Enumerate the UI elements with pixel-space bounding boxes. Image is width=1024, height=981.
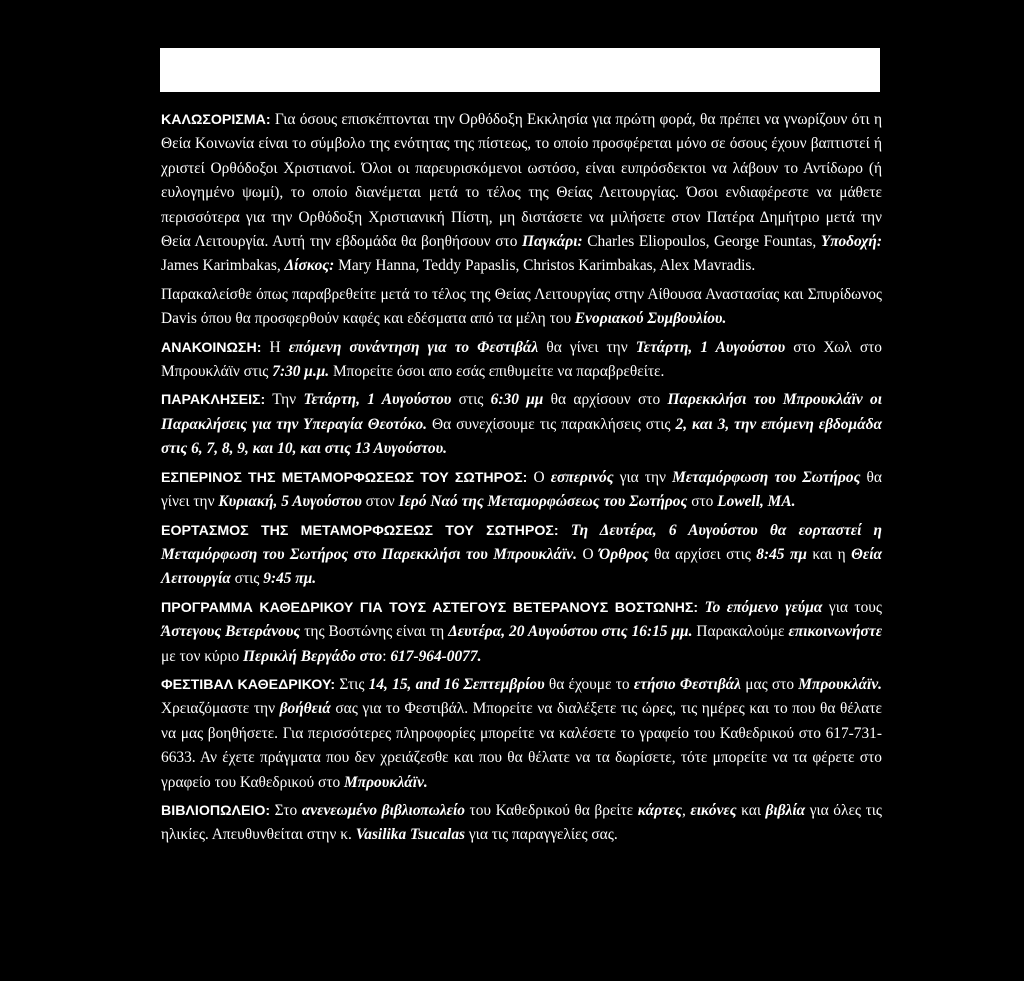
body-text: και η [806,545,852,563]
emphasis-text: Μπρουκλάϊν. [798,675,882,693]
emphasis-text: Παγκάρι: [522,233,583,251]
body-text: στο Χωλ στο Μπρουκλάϊν στις [161,338,882,381]
body-text: σας για το Φεστιβάλ. Μπορείτε να διαλέξετε τις ώρες, τις ημέρες και το που θα θέλατε να μας βοηθήσετε. Για περισσότερες πληροφορίες μπορείτε να καλέσετε το γραφείο του Καθεδρικού στο 617-731-6633. Αν έχετε πράγματα που δεν χρειάζεσθε και που θα θέλατε να τα δωρίσετε, τότε μπορείτε να τα φέρετε στο γραφείο του Καθεδρικού στο [161,700,882,791]
announcement-paragraph [161,108,882,279]
body-text: στις [451,391,491,409]
body-text: Χρειαζόμαστε την [161,700,280,718]
emphasis-text: Όρθρος [599,545,649,563]
section-heading: ΒΙΒΛΙΟΠΩΛΕΙΟ: [161,802,271,819]
body-text: Παρακαλούμε [692,623,789,641]
emphasis-text: 9:45 πμ. [263,570,317,588]
emphasis-text: Δευτέρα, 20 Αυγούστου στις 16:15 μμ. [448,623,693,641]
body-text: Παρακαλείσθε όπως παραβρεθείτε μετά το τέλος της Θείας Λειτουργίας στην Αίθουσα Αναστασίας και Σπυρίδωνος Davis όπου θα προσφερθούν καφές και εδέσματα από τα μέλη του [161,285,882,328]
emphasis-text: Lowell, MA. [717,493,796,511]
body-text: μας στο [741,675,799,693]
section-heading: ΠΡΟΓΡΑΜΜΑ ΚΑΘΕΔΡΙΚΟΥ ΓΙΑ ΤΟΥΣ ΑΣΤΕΓΟΥΣ ΒΕΤΕΡΑΝΟΥΣ ΒΟΣΤΩΝΗΣ: [161,599,699,616]
emphasis-text: εικόνες [690,801,737,819]
emphasis-text: Περικλή Βεργάδο στο [243,647,383,665]
section-heading: ΑΝΑΚΟΙΝΩΣΗ: [161,339,262,356]
emphasis-text: επικοινωνήστε [788,623,883,641]
announcement-paragraph [161,283,882,332]
emphasis-text: 7:30 μ.μ. [272,363,330,381]
body-text: θα γίνει την [538,338,636,356]
announcement-paragraph [161,799,882,848]
body-text: : [382,647,391,665]
body-text: Η [261,338,289,356]
bulletin-body [161,108,882,852]
body-text: του Καθεδρικού θα βρείτε [464,801,638,819]
emphasis-text: 8:45 πμ [756,545,807,563]
emphasis-text: βιβλία [765,801,806,819]
body-text: Στο [270,801,302,819]
emphasis-text: 6:30 μμ [490,391,544,409]
emphasis-text: 14, 15, and 16 Σεπτεμβρίου [368,675,545,693]
emphasis-text: Vasilika Tsucalas [355,826,466,844]
body-text: Ο [577,545,600,563]
emphasis-text: ανενεωμένο βιβλιοπωλείο [301,801,465,819]
body-text: Mary Hanna, Teddy Papaslis, Christos Karimbakas, Alex Mavradis. [334,257,756,275]
announcement-paragraph [161,466,882,515]
emphasis-text: Κυριακή, 5 Αυγούστου [218,493,362,511]
body-text: θα έχουμε το [544,675,634,693]
emphasis-text: Τη Δευτέρα, 6 Αυγούστου θα εορταστεί η Μεταμόρφωση του Σωτήρος στο Παρεκκλήσι του Μπρουκλάϊν. [161,521,882,563]
announcement-paragraph [161,336,882,385]
emphasis-text: Τετάρτη, 1 Αυγούστου [635,338,786,356]
announcement-paragraph [161,388,882,461]
body-text: και [736,801,766,819]
body-text: για τους [822,598,882,616]
emphasis-text: Θεία Λειτουργία [161,545,883,588]
announcement-paragraph [161,596,882,669]
body-text: θα γίνει την [161,468,882,511]
section-heading: ΕΟΡΤΑΣΜΟΣ ΤΗΣ ΜΕΤΑΜΟΡΦΩΣΕΩΣ ΤΟΥ ΣΩΤΗΡΟΣ: [161,522,559,539]
header-bar [160,48,880,92]
section-heading: ΠΑΡΑΚΛΗΣΕΙΣ: [161,392,266,409]
emphasis-text: επόμενη συνάντηση για το Φεστιβάλ [288,338,539,356]
body-text: στον [361,493,399,511]
body-text: Για όσους επισκέπτονται την Ορθόδοξη Εκκλησία για πρώτη φορά, θα πρέπει να γνωρίζουν ότι η Θεία Κοινωνία είναι το σύμβολο της ενότητας της πίστεως, το οποίο προσφέρεται μόνο σε όσους έχουν βαπτιστεί ή χριστεί Ορθόδοξοι Χριστιανοί. Όλοι οι παρευρισκόμενοι ωστόσο, είναι ευπρόσδεκτοι να λάβουν το Αντίδωρο (ή ευλογημένο ψωμί), το οποίο διανέμεται μετά το τέλος της Θείας Λειτουργίας. Όσοι ενδιαφέρεστε να μάθετε περισσότερα για την Ορθόδοξη Χριστιανική Πίστη, μη διστάσετε να μιλήσετε στον Πατέρα Δημήτριο μετά την Θεία Λειτουργία. Αυτή την εβδομάδα θα βοηθήσουν στο [161,111,882,251]
section-heading: ΦΕΣΤΙΒΑΛ ΚΑΘΕΔΡΙΚΟΥ: [161,676,336,693]
body-text: για τις παραγγελίες σας. [465,826,618,844]
body-text: για όλες τις ηλικίες. Απευθυνθείται στην κ. [161,801,882,844]
body-text: Την [265,391,304,409]
body-text: στις [230,570,264,588]
emphasis-text: εσπερινός [550,468,614,486]
emphasis-text: Ενοριακού Συμβουλίου. [574,310,727,328]
body-text: Charles Eliopoulos, George Fountas, [582,233,821,251]
emphasis-text: ετήσιο Φεστιβάλ [633,675,742,693]
announcement-paragraph [161,673,882,795]
emphasis-text: Τετάρτη, 1 Αυγούστου [303,391,452,409]
emphasis-text: Ιερό Ναό της Μεταμορφώσεως του Σωτήρος [398,493,688,511]
body-text: θα αρχίσει στις [648,545,757,563]
body-text: της Βοστώνης είναι τη [300,623,449,641]
body-text: James Karimbakas, [161,257,285,275]
body-text: με τον κύριο [161,647,243,665]
emphasis-text: 617-964-0077. [390,647,482,665]
section-heading: ΚΑΛΩΣΟΡΙΣΜΑ: [161,112,271,128]
announcement-paragraph [161,519,882,592]
emphasis-text: Υποδοχή: [820,233,882,251]
body-text: θα αρχίσουν στο [543,391,668,409]
body-text: , [682,801,691,819]
emphasis-text: Το επόμενο γεύμα [704,598,823,616]
emphasis-text: Δίσκος: [284,257,335,275]
body-text: Μπορείτε όσοι απο εσάς επιθυμείτε να παραβρεθείτε. [329,363,665,381]
emphasis-text: 2, και 3, την επόμενη εβδομάδα στις 6, 7, 8, 9, και 10, και στις 13 Αυγούστου. [161,415,882,458]
section-heading: ΕΣΠΕΡΙΝΟΣ ΤΗΣ ΜΕΤΑΜΟΡΦΩΣΕΩΣ ΤΟΥ ΣΩΤΗΡΟΣ: [161,469,528,486]
emphasis-text: Παρεκκλήσι του Μπρουκλάϊν οι Παρακλήσεις για την Υπεραγία Θεοτόκο. [161,391,883,433]
emphasis-text: Μπρουκλάϊν. [344,773,428,791]
body-text: Στις [335,675,369,693]
body-text: Ο [527,468,551,486]
emphasis-text: Μεταμόρφωση του Σωτήρος [672,468,861,486]
emphasis-text: βοήθειά [279,700,331,718]
body-text: Θα συνεχίσουμε τις παρακλήσεις στις [427,415,676,433]
body-text: στο [687,493,718,511]
body-text: για την [613,468,673,486]
emphasis-text: κάρτες [637,801,683,819]
emphasis-text: Άστεγους Βετεράνους [161,623,301,641]
